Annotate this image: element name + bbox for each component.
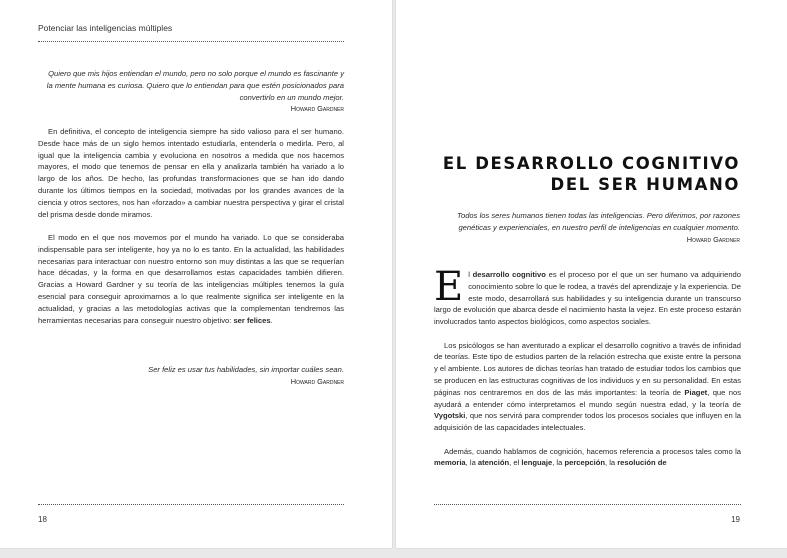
text-run: , la	[604, 458, 618, 468]
text-run: Además, cuando hablamos de cognición, hacemos referencia a procesos tales como la	[444, 446, 741, 456]
paragraph-end: .	[270, 315, 273, 325]
epigraph-block	[440, 210, 740, 245]
chapter-title	[420, 153, 740, 195]
emphasis-desarrollo-cognitivo: desarrollo cognitivo	[472, 270, 546, 279]
page-number: 19	[731, 515, 740, 524]
paragraph	[38, 126, 344, 220]
term-percepcion: percepción	[564, 458, 605, 468]
emphasis-vygotski: Vygotski	[434, 411, 466, 421]
running-head: Potenciar las inteligencias múltiples	[38, 23, 173, 33]
paragraph	[434, 264, 742, 328]
paragraph	[434, 340, 741, 434]
closing-quote-block	[38, 364, 344, 387]
paragraph	[434, 446, 741, 470]
header-rule	[38, 41, 344, 42]
right-body	[434, 264, 742, 481]
text-run: , el	[509, 458, 522, 468]
paragraph	[38, 232, 344, 326]
footer-rule	[434, 504, 741, 505]
paragraph-text: En definitiva, el concepto de inteligencia siempre ha sido valioso para el ser humano. Desde hace más de un siglo hemos intentado estudiarla, entenderla o medirla. Pero, al igual que la inteligencia cambia y evoluciona en nosotros a medida que nos hacemos mayores, el modo que tenemos de pensar en ella y analizarla también ha variado a lo largo de los años. De hecho, las profundas transformaciones que se han ido dando durante los últimos tiempos en la sociedad, motivadas por los grandes avances de la ciencia y otros sectores, nos han «forzado» a cambiar nuestra perspectiva y girar el cristal del prisma desde donde miramos.	[38, 127, 344, 219]
text-run: , que nos ayudará a entender cómo interpretamos el mundo según nuestra edad, y la teoría de	[434, 387, 741, 409]
opening-quote: Quiero que mis hijos entiendan el mundo, pero no solo porque el mundo es fascinante y la mente humana es curiosa. Quiero que lo entiendan para que estén posicionados para convertirlo en un mundo mejor.	[46, 69, 344, 102]
paragraph-text	[434, 446, 741, 470]
term-lenguaje: lenguaje	[521, 458, 553, 468]
chapter-title-line: EL DESARROLLO COGNITIVO	[442, 154, 740, 173]
chapter-title-line: DEL SER HUMANO	[550, 175, 740, 194]
closing-quote: Ser feliz es usar tus habilidades, sin importar cuáles sean.	[148, 365, 344, 374]
drop-cap: E	[434, 264, 464, 310]
term-atencion: atención	[477, 458, 510, 468]
epigraph: Todos los seres humanos tienen todas las inteligencias. Pero diferimos, por razones genéticas y experienciales, en nuestro perfil de inteligencias en cualquier momento.	[457, 211, 740, 232]
closing-quote-author: Howard Gardner	[290, 376, 344, 386]
text-run: Los psicólogos se han aventurado a explicar el desarrollo cognitivo a través de infinidad de teorías. Este tipo de estudios parten de la relación estrecha que existe entre la persona y el ambiente. Los autores de dichas teorías han tratado de estudiar todos los cambios que se producen en las estructuras cognitivas de los individuos y en su personalidad. En estas páginas nos centraremos en dos de las más importantes: la teoría de	[434, 340, 741, 397]
paragraph-text	[434, 340, 741, 434]
paragraph-lead: El modo en el que nos movemos por el mundo ha variado. Lo que se consideraba indispensable para ser inteligente, hoy ya no lo es tanto. En la actualidad, las habilidades necesarias para interactuar con nuestro entorno son muy distintas a las que se requerían hace décadas, y la forma en que desarrollamos estas capacidades también difieren. Gracias a Howard Gardner y su teoría de las inteligencias múltiples tenemos la guía esencial para conseguir aproximarnos a lo que realmente significa ser inteligente en la actualidad, y gracias a las metodologías activas que la complementan tendremos las herramientas necesarias para conseguir nuestro objetivo:	[38, 232, 344, 325]
left-page	[0, 0, 392, 548]
footer-rule	[38, 504, 344, 505]
emphasis-piaget: Piaget	[684, 387, 708, 397]
text-run: , la	[465, 458, 478, 468]
text-run: es el proceso por el que un ser humano va adquiriendo conocimiento sobre lo que le rodea, a través del aprendizaje y la experiencia. De este modo, desarrollará sus habilidades y su inteligencia durante un transcurso largo de evolución que abarca desde el nacimiento hasta la vejez. En este proceso estarán involucrados tanto aspectos biológicos, como aspectos sociales.	[434, 270, 742, 327]
epigraph-author: Howard Gardner	[686, 234, 740, 244]
page-number: 18	[38, 515, 47, 524]
term-memoria: memoria	[434, 458, 466, 468]
term-resolucion: resolución de	[617, 458, 667, 468]
left-body	[38, 126, 344, 338]
right-page	[396, 0, 787, 548]
opening-quote-block	[38, 68, 344, 114]
text-run: , la	[552, 458, 565, 468]
paragraph-text	[38, 232, 344, 326]
text-run: , que nos servirá para comprender todos los procesos sociales que influyen en la adquisición de las capacidades intelectuales.	[434, 411, 741, 433]
emphasis-ser-felices: ser felices	[233, 315, 271, 325]
text-run: l	[468, 270, 473, 279]
opening-quote-author: Howard Gardner	[290, 104, 344, 114]
